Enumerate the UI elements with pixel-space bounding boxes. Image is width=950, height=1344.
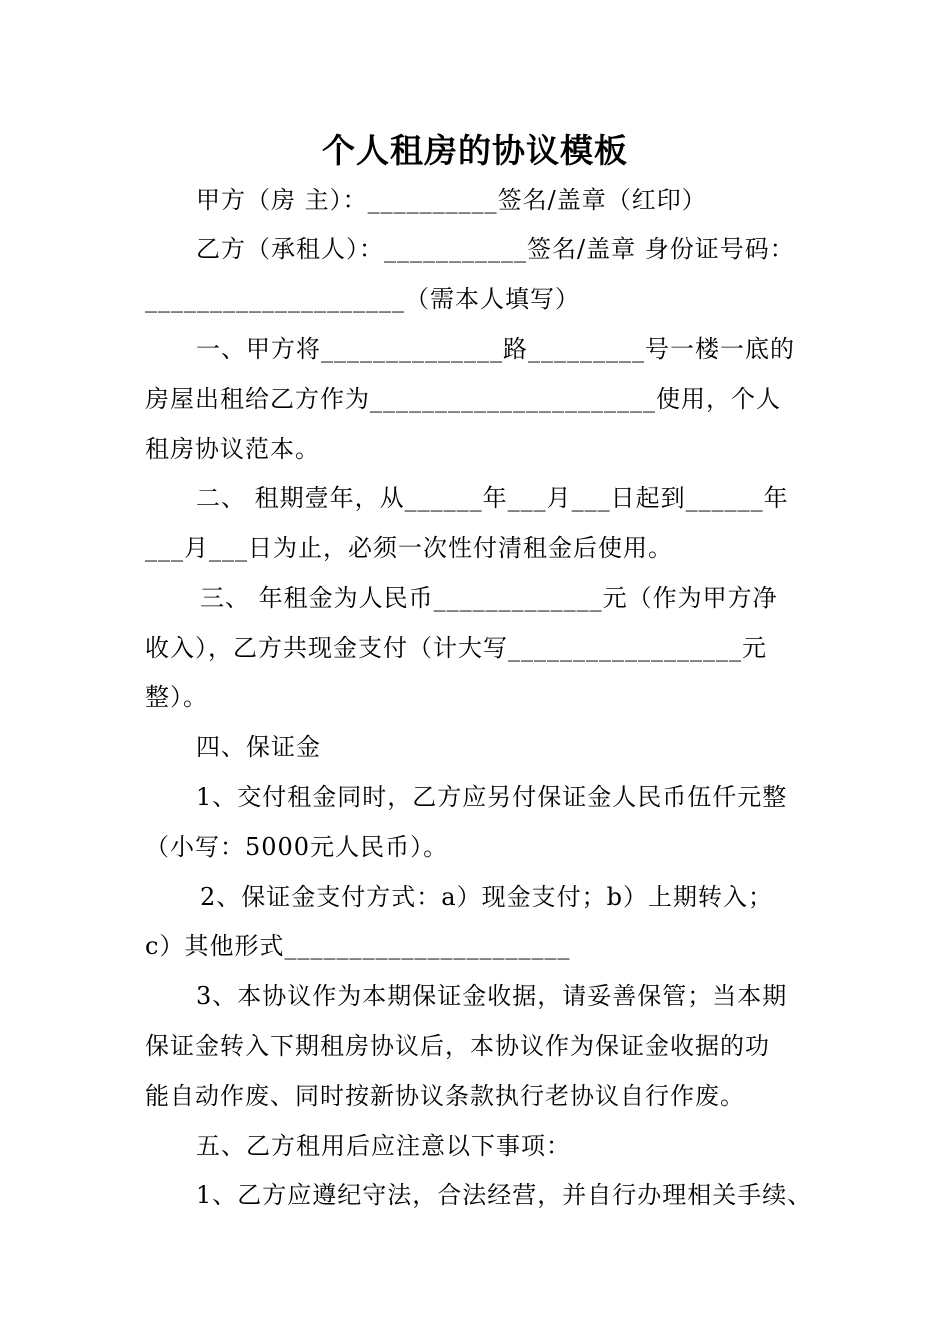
item-4-3-line-1: 3、本协议作为本期保证金收据，请妥善保管；当本期: [196, 982, 788, 1010]
clause-1-line-1: 一、甲方将______________路_________号一楼一底的: [196, 335, 795, 363]
item-4-3-line-2: 保证金转入下期租房协议后，本协议作为保证金收据的功: [145, 1032, 770, 1060]
clause-1-line-3: 租房协议范本。: [145, 435, 320, 463]
clause-2-line-1: 二、 租期壹年，从______年___月___日起到______年: [196, 484, 789, 512]
id-number-line: ____________________（需本人填写）: [145, 285, 580, 313]
clause-1-line-2: 房屋出租给乙方作为______________________使用，个人: [145, 385, 781, 413]
item-5-1-line-1: 1、乙方应遵纪守法，合法经营，并自行办理相关手续、: [196, 1181, 813, 1209]
item-4-2-line-2: c）其他形式______________________: [145, 932, 571, 960]
document-title: 个人租房的协议模板: [322, 131, 628, 170]
item-4-1-line-2: （小写：5000元人民币）。: [145, 833, 449, 861]
clause-3-line-2: 收入），乙方共现金支付（计大写__________________元: [145, 634, 767, 662]
clause-2-line-2: ___月___日为止，必须一次性付清租金后使用。: [145, 534, 673, 562]
section-5-heading: 五、乙方租用后应注意以下事项：: [196, 1132, 571, 1160]
clause-3-line-3: 整）。: [145, 683, 208, 711]
party-a-line: 甲方（房 主）：__________签名/盖章（红印）: [196, 186, 707, 214]
item-4-2-line-1: 2、保证金支付方式：a）现金支付；b）上期转入；: [200, 883, 773, 911]
item-4-3-line-3: 能自动作废、同时按新协议条款执行老协议自行作废。: [145, 1082, 745, 1110]
section-4-heading: 四、保证金: [196, 733, 321, 761]
party-b-line: 乙方（承租人）：___________签名/盖章 身份证号码：: [196, 235, 795, 263]
clause-3-line-1: 三、 年租金为人民币_____________元（作为甲方净: [200, 584, 778, 612]
item-4-1-line-1: 1、交付租金同时，乙方应另付保证金人民币伍仟元整: [196, 783, 788, 811]
